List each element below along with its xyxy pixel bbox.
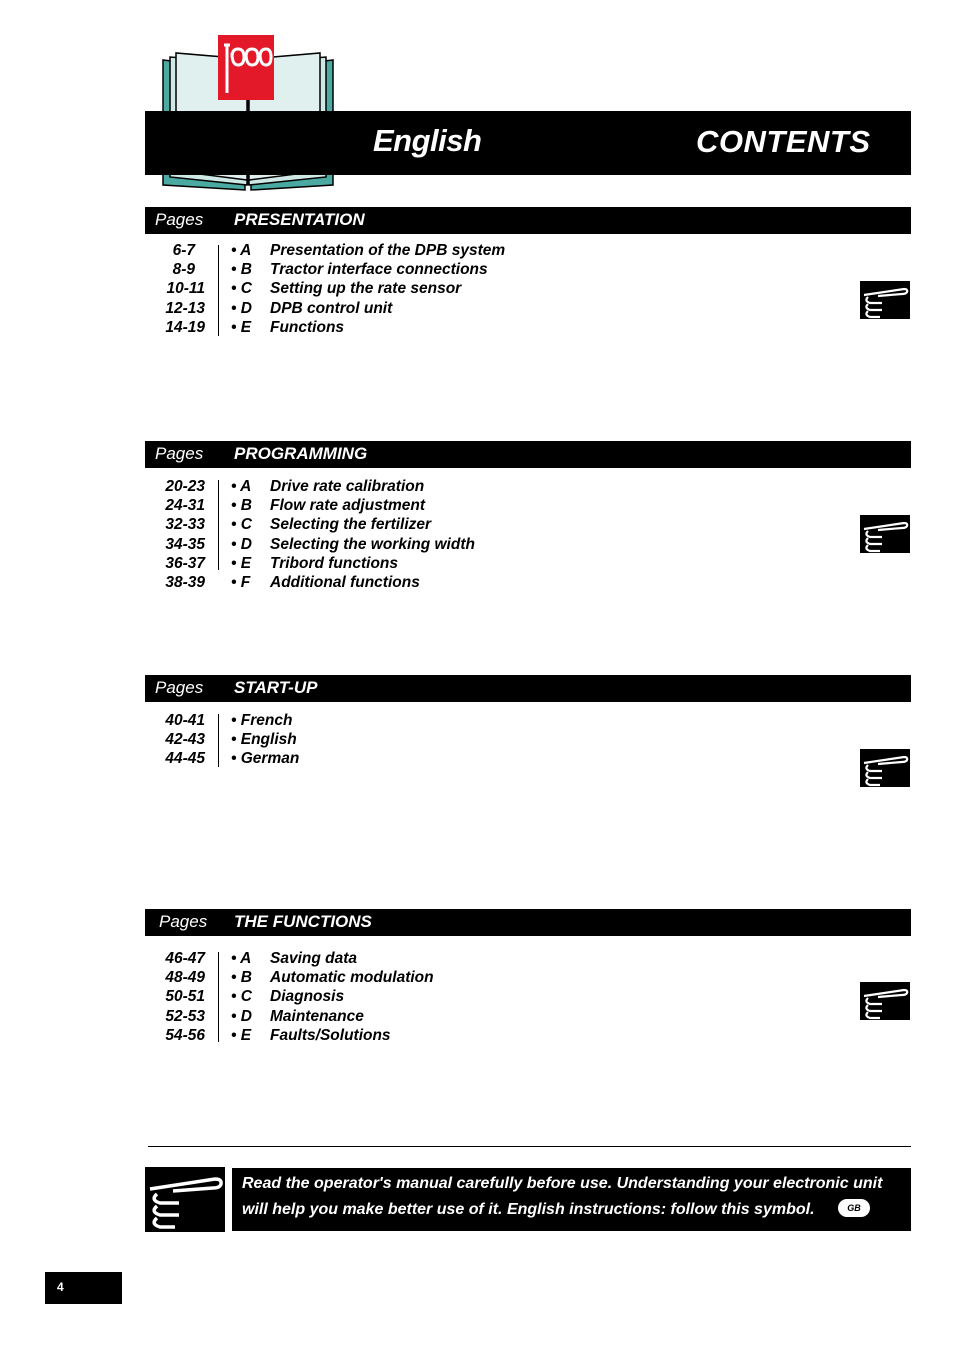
toc-entry[interactable]: 34-35 • D Selecting the working width — [165, 535, 475, 553]
notice-line-2: will help you make better use of it. English instructions: follow this symbol. — [242, 1201, 815, 1218]
toc-entry[interactable]: 40-41 • French — [165, 712, 293, 729]
section-bar-start-up — [145, 675, 911, 702]
pointing-hand-icon — [860, 515, 910, 553]
toc-entry[interactable]: 38-39 • F Additional functions — [165, 573, 420, 591]
divider-rule — [148, 1146, 911, 1147]
toc-entry[interactable]: 36-37 • E Tribord functions — [165, 554, 399, 572]
pointing-hand-icon — [860, 982, 910, 1020]
page-title: CONTENTS — [696, 124, 871, 159]
section-title: THE FUNCTIONS — [234, 912, 372, 931]
section-bar-programming — [145, 441, 911, 468]
pointing-hand-icon — [860, 281, 910, 319]
language-title: English — [373, 123, 482, 158]
section-title: START-UP — [234, 678, 318, 697]
section-entries-the-functions — [145, 950, 745, 1046]
notice-line-1: Read the operator's manual carefully before use. Understanding your electronic unit — [242, 1175, 883, 1192]
toc-entry[interactable]: 42-43 • English — [165, 731, 297, 749]
pages-label: Pages — [159, 912, 208, 931]
page-number-box — [45, 1272, 122, 1304]
section-bar-presentation — [145, 207, 911, 234]
toc-entry[interactable]: 14-19 • E Functions — [165, 318, 345, 336]
toc-entry[interactable]: 12-13 • D DPB control unit — [165, 299, 393, 317]
section-entries-presentation — [145, 242, 745, 338]
toc-entry[interactable]: 52-53 • D Maintenance — [165, 1007, 364, 1025]
pointing-hand-icon — [145, 1167, 225, 1232]
toc-entry[interactable]: 20-23 • A Drive rate calibration — [165, 478, 425, 495]
pointing-hand-icon — [860, 749, 910, 787]
toc-entry[interactable]: 24-31 • B Flow rate adjustment — [165, 497, 426, 515]
toc-entry[interactable]: 54-56 • E Faults/Solutions — [165, 1026, 391, 1044]
toc-entry[interactable]: 44-45 • German — [165, 750, 300, 768]
toc-entry[interactable]: 48-49 • B Automatic modulation — [165, 969, 434, 987]
section-title: PROGRAMMING — [234, 444, 368, 463]
pages-label: Pages — [155, 444, 204, 463]
toc-entry[interactable]: 32-33 • C Selecting the fertilizer — [165, 516, 432, 534]
pages-label: Pages — [155, 210, 204, 229]
pages-label: Pages — [155, 678, 204, 697]
section-entries-start-up — [145, 712, 745, 770]
toc-entry[interactable]: 50-51 • C Diagnosis — [165, 988, 345, 1006]
toc-entry[interactable]: 46-47 • A Saving data — [165, 950, 357, 967]
toc-entry[interactable]: 6-7 • A Presentation of the DPB system — [172, 242, 506, 259]
section-title: PRESENTATION — [234, 210, 365, 229]
section-entries-programming — [145, 478, 745, 593]
page-number: 4 — [57, 1280, 64, 1294]
section-bar-the-functions — [145, 909, 911, 936]
toc-entry[interactable]: 10-11 • C Setting up the rate sensor — [166, 280, 462, 298]
gb-badge: GB — [838, 1199, 870, 1217]
notice-box — [232, 1168, 911, 1231]
header-banner — [145, 111, 911, 175]
toc-entry[interactable]: 8-9 • B Tractor interface connections — [172, 261, 488, 279]
